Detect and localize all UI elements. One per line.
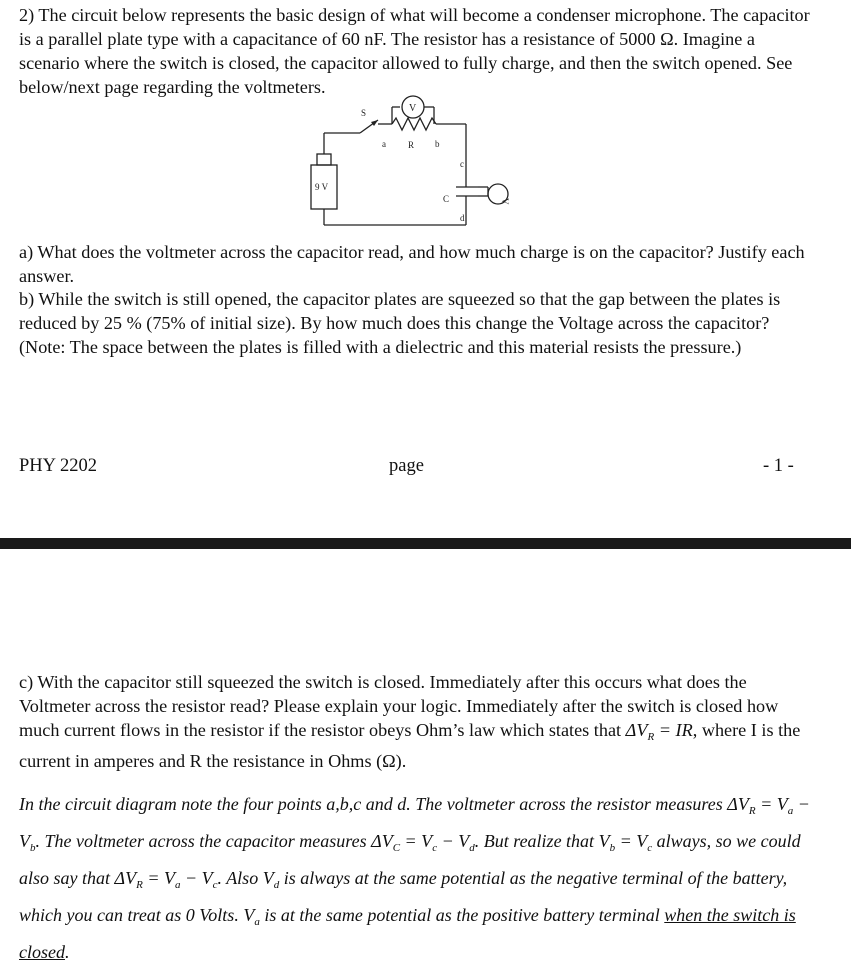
resistor-voltmeter-label: V: [409, 103, 417, 114]
part-c-text: c) With the capacitor still squeezed the switch is closed. Immediately after this occurs what does the Voltmeter across the resistor read? Please explain your logic. Immediately after the switch is closed how much current flows in the resistor if the resistor obeys Ohm’s law which states that: [19, 672, 779, 740]
problem-intro: 2) The circuit below represents the basic design of what will become a condenser microphone. The capacitor is a parallel plate type with a capacitance of 60 nF. The resistor has a resistance of 5000 Ω. Imagine a scenario where the switch is closed, the capacitor allowed to fully charge, and then the switch opened. See below/next page regarding the voltmeters.: [19, 5, 810, 97]
switch-label: S: [361, 108, 367, 118]
point-b-label: b: [435, 139, 440, 149]
capacitor-voltmeter-label: V: [500, 198, 510, 205]
battery-label: 9 V: [315, 182, 329, 192]
point-d-label: d: [460, 213, 465, 223]
part-c-tail: , where I is the current in amperes and R the resistance in Ohms (Ω).: [19, 720, 801, 771]
resistor-label: R: [408, 140, 415, 150]
part-b-question: b) While the switch is still opened, the capacitor plates are squeezed so that the gap between the plates is reduced by 25 % (75% of initial size). By how much does this change the Voltage across the capacitor? (Note: The space between the plates is filled with a dielectric and this material resists the pressure.): [19, 289, 781, 357]
point-c-label: c: [460, 159, 464, 169]
footer-course: PHY 2202: [19, 456, 97, 476]
capacitor-label: C: [443, 194, 450, 204]
part-a-question: a) What does the voltmeter across the capacitor read, and how much charge is on the capacitor? Justify each answer.: [19, 242, 805, 286]
switch-closed-emphasis: when the switch is closed: [19, 905, 796, 962]
footer-center: page: [389, 456, 424, 476]
part-c-question: [19, 670, 819, 773]
circuit-note: In the circuit diagram note the four points a,b,c and d. The voltmeter across the resistor measures $\Delta V_R = V_a - V_b$. The voltmeter across the capacitor measures $\Delta V_C = V_c - V_d$. But realize that $V_b = V_c$ always, so we could also say that $\Delta V_R = V_a - V_c$. Also $V_d$ is always at the same potential as the negative terminal of the battery, which you can treat as 0 Volts. $V_a$ is at the same potential as the positive battery terminal when the switch is closed.: [19, 794, 810, 962]
ohms-law-equation: $\Delta V_R$ = IR: [625, 720, 693, 743]
footer-page-number: - 1 -: [763, 456, 794, 476]
point-a-label: a: [382, 139, 386, 149]
resistor: [392, 118, 436, 130]
page-break: [0, 538, 851, 549]
